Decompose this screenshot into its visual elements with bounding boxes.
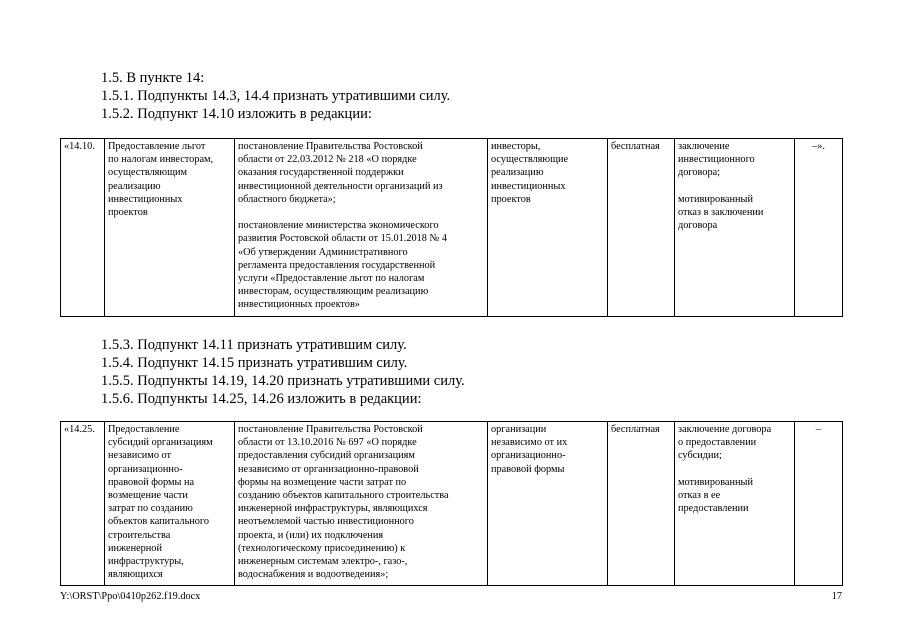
text-line: организационно- — [108, 463, 183, 475]
text-line: независимо от организационно-правовой — [238, 463, 419, 475]
text-line: по налогам инвесторам, — [108, 154, 214, 166]
text-line: заключение договора — [678, 424, 772, 435]
text-line: правовой формы на — [108, 476, 195, 488]
text-line: предоставления субсидий организациям — [238, 450, 415, 462]
text-line: области от 13.10.2016 № 697 «О порядке — [238, 437, 417, 449]
text-line: услуги «Предоставление льгот по налогам — [238, 273, 425, 285]
spacer — [678, 180, 791, 193]
text-line: инвесторам, осуществляющим реализацию — [238, 286, 429, 298]
text-line: договора; — [678, 167, 721, 179]
text-line: отказ в ее — [678, 490, 721, 501]
legal-acts-cell — [235, 422, 488, 586]
legal-acts-cell — [235, 139, 488, 317]
text-line: «Об утверждении Административного — [238, 246, 408, 258]
text-line: созданию объектов капитального строительства — [238, 490, 449, 502]
last-column-cell: – — [795, 422, 843, 586]
text-line: Предоставление — [108, 424, 180, 435]
item-number: «14.10. — [61, 139, 105, 317]
service-name-cell — [105, 422, 235, 586]
paragraph-1-5: 1.5. В пункте 14: — [101, 70, 205, 86]
text-line: договора — [678, 220, 718, 232]
item-number: «14.25. — [61, 422, 105, 586]
result-cell — [675, 422, 795, 586]
text-line: являющихся — [108, 569, 163, 581]
text-line: субсидии; — [678, 450, 722, 462]
text-line: инженерной — [108, 542, 162, 554]
service-name-cell — [105, 139, 235, 317]
text-line: инвесторы, — [491, 141, 541, 152]
text-line: формы на возмещение части затрат по — [238, 476, 407, 488]
text-line: развития Ростовской области от 15.01.2018 № 4 — [238, 233, 448, 245]
text-line: постановление Правительства Ростовской — [238, 141, 423, 152]
text-line: инвестиционных проектов» — [238, 299, 360, 311]
text-line: строительства — [108, 529, 171, 541]
text-line: инвестиционных — [108, 193, 183, 205]
paragraph-1-5-4: 1.5.4. Подпункт 14.15 признать утратившим силу. — [101, 355, 408, 371]
text-line: регламента предоставления государственной — [238, 259, 436, 271]
text-line: объектов капитального — [108, 516, 210, 528]
text-line: заключение — [678, 141, 730, 152]
paragraph-1-5-6: 1.5.6. Подпункты 14.25, 14.26 изложить в редакции: — [101, 391, 422, 407]
text-line: о предоставлении — [678, 437, 757, 449]
text-line: независимо от их — [491, 437, 568, 449]
text-line: области от 22.03.2012 № 218 «О порядке — [238, 154, 417, 166]
text-line: независимо от — [108, 450, 172, 462]
table-row — [61, 139, 843, 317]
text-line: инженерной инфраструктуры, являющихся — [238, 503, 428, 515]
text-line: мотивированный — [678, 193, 753, 205]
text-line: проекта, и (или) их подключения — [238, 529, 384, 541]
text-line: постановление Правительства Ростовской — [238, 424, 423, 435]
text-line: мотивированный — [678, 476, 753, 488]
page-number: 17 — [831, 591, 842, 602]
spacer — [678, 463, 791, 476]
text-line: инженерным системам электро-, газо-, — [238, 556, 408, 568]
text-line: реализацию — [108, 180, 161, 192]
text-line: правовой формы — [491, 463, 565, 475]
text-line: Предоставление льгот — [108, 141, 206, 152]
cost-cell: бесплатная — [608, 139, 675, 317]
text-line: проектов — [491, 193, 531, 205]
text-line: субсидий организациям — [108, 437, 213, 449]
text-line: водоснабжения и водоотведения»; — [238, 569, 389, 581]
paragraph-1-5-2: 1.5.2. Подпункт 14.10 изложить в редакции: — [101, 106, 372, 122]
last-column-cell: –». — [795, 139, 843, 317]
text-line: отказ в заключении — [678, 207, 764, 218]
text-line: (технологическому присоединению) к — [238, 542, 406, 554]
text-line: неотъемлемой частью инвестиционного — [238, 516, 414, 528]
services-table-14-10 — [60, 138, 843, 317]
result-cell — [675, 139, 795, 317]
recipients-cell — [488, 422, 608, 586]
text-line: инвестиционной деятельности организаций из — [238, 180, 443, 192]
spacer — [238, 206, 484, 219]
recipients-cell — [488, 139, 608, 317]
text-line: областного бюджета»; — [238, 193, 336, 205]
text-line: инвестиционного — [678, 154, 755, 166]
text-line: предоставлении — [678, 503, 749, 515]
paragraph-1-5-1: 1.5.1. Подпункты 14.3, 14.4 признать утратившими силу. — [101, 88, 451, 104]
text-line: инвестиционных — [491, 180, 566, 192]
table-row — [61, 422, 843, 586]
services-table-14-25 — [60, 421, 843, 586]
cost-cell: бесплатная — [608, 422, 675, 586]
text-line: организационно- — [491, 450, 566, 462]
paragraph-1-5-3: 1.5.3. Подпункт 14.11 признать утратившим силу. — [101, 337, 407, 353]
text-line: проектов — [108, 207, 148, 219]
text-line: возмещение части — [108, 490, 188, 502]
paragraph-1-5-5: 1.5.5. Подпункты 14.19, 14.20 признать утратившими силу. — [101, 373, 465, 389]
text-line: осуществляющим — [108, 167, 188, 179]
footer-file-path: Y:\ORST\Ppo\0410p262.f19.docx — [60, 591, 201, 602]
text-line: затрат по созданию — [108, 503, 193, 515]
text-line: организации — [491, 424, 547, 435]
text-line: постановление министерства экономического — [238, 220, 439, 232]
text-line: инфраструктуры, — [108, 556, 184, 568]
text-line: реализацию — [491, 167, 544, 179]
text-line: осуществляющие — [491, 154, 569, 166]
text-line: оказания государственной поддержки — [238, 167, 404, 179]
